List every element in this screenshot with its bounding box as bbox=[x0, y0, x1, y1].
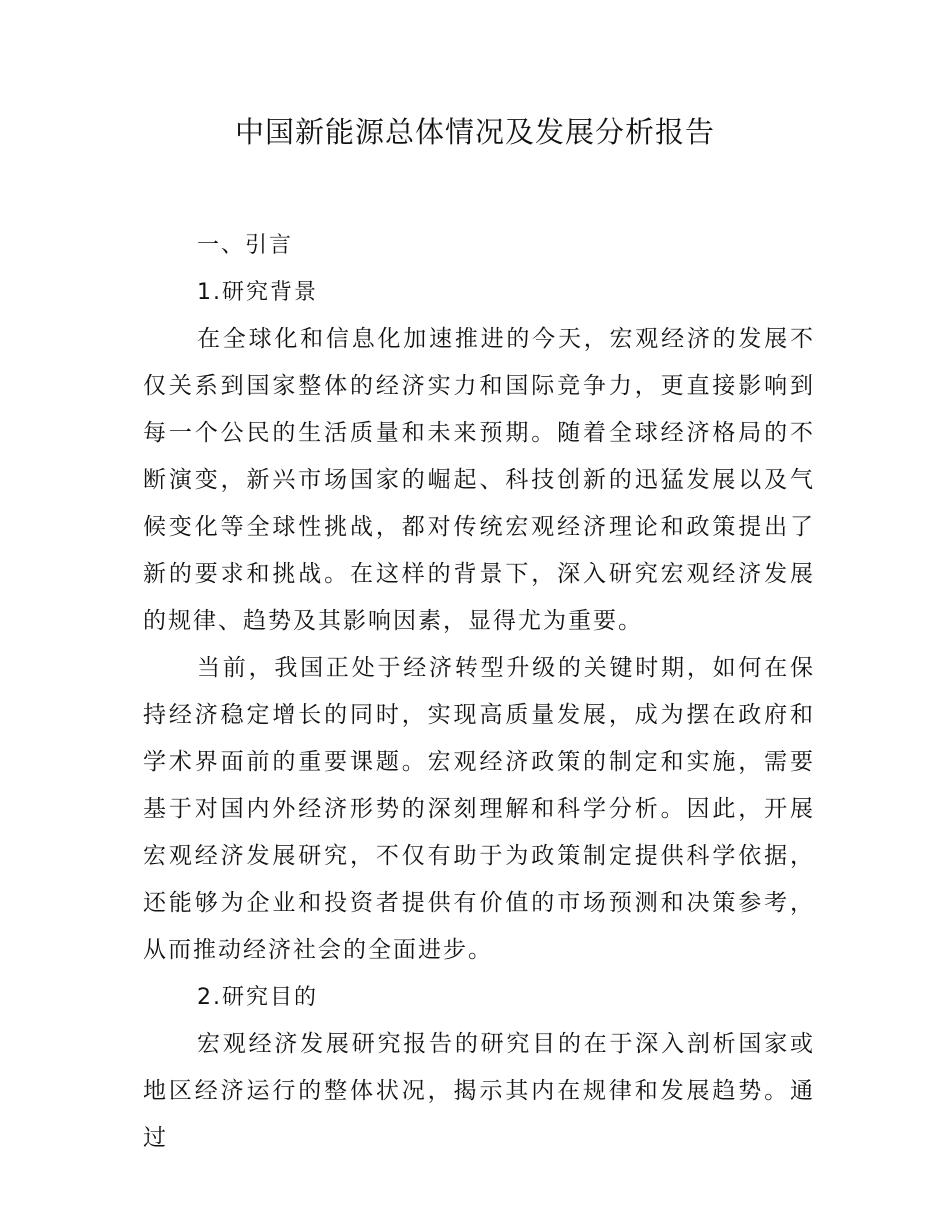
paragraph-background-2: 当前，我国正处于经济转型升级的关键时期，如何在保持经济稳定增长的同时，实现高质量发展，成为摆在政府和学术界面前的重要课题。宏观经济政策的制定和实施，需要基于对国内外经济形势的深刻理解和科学分析。因此，开展宏观经济发展研究，不仅有助于为政策制定提供科学依据，还能够为企业和投资者提供有价值的市场预测和决策参考，从而推动经济社会的全面进步。 bbox=[143, 655, 815, 963]
subsection-heading-research-background: 1.研究背景 bbox=[197, 280, 318, 305]
subsection-heading-research-purpose: 2.研究目的 bbox=[197, 985, 318, 1010]
paragraph-background-1: 在全球化和信息化加速推进的今天，宏观经济的发展不仅关系到国家整体的经济实力和国际竞争力，更直接影响到每一个公民的生活质量和未来预期。随着全球经济格局的不断演变，新兴市场国家的崛起、科技创新的迅猛发展以及气候变化等全球性挑战，都对传统宏观经济理论和政策提出了新的要求和挑战。在这样的背景下，深入研究宏观经济发展的规律、趋势及其影响因素，显得尤为重要。 bbox=[143, 326, 815, 634]
section-heading-introduction: 一、引言 bbox=[197, 233, 294, 258]
document-title: 中国新能源总体情况及发展分析报告 bbox=[234, 115, 715, 149]
paragraph-purpose-1: 宏观经济发展研究报告的研究目的在于深入剖析国家或地区经济运行的整体状况，揭示其内在规律和发展趋势。通过 bbox=[143, 1031, 815, 1151]
document-body bbox=[143, 222, 815, 1162]
